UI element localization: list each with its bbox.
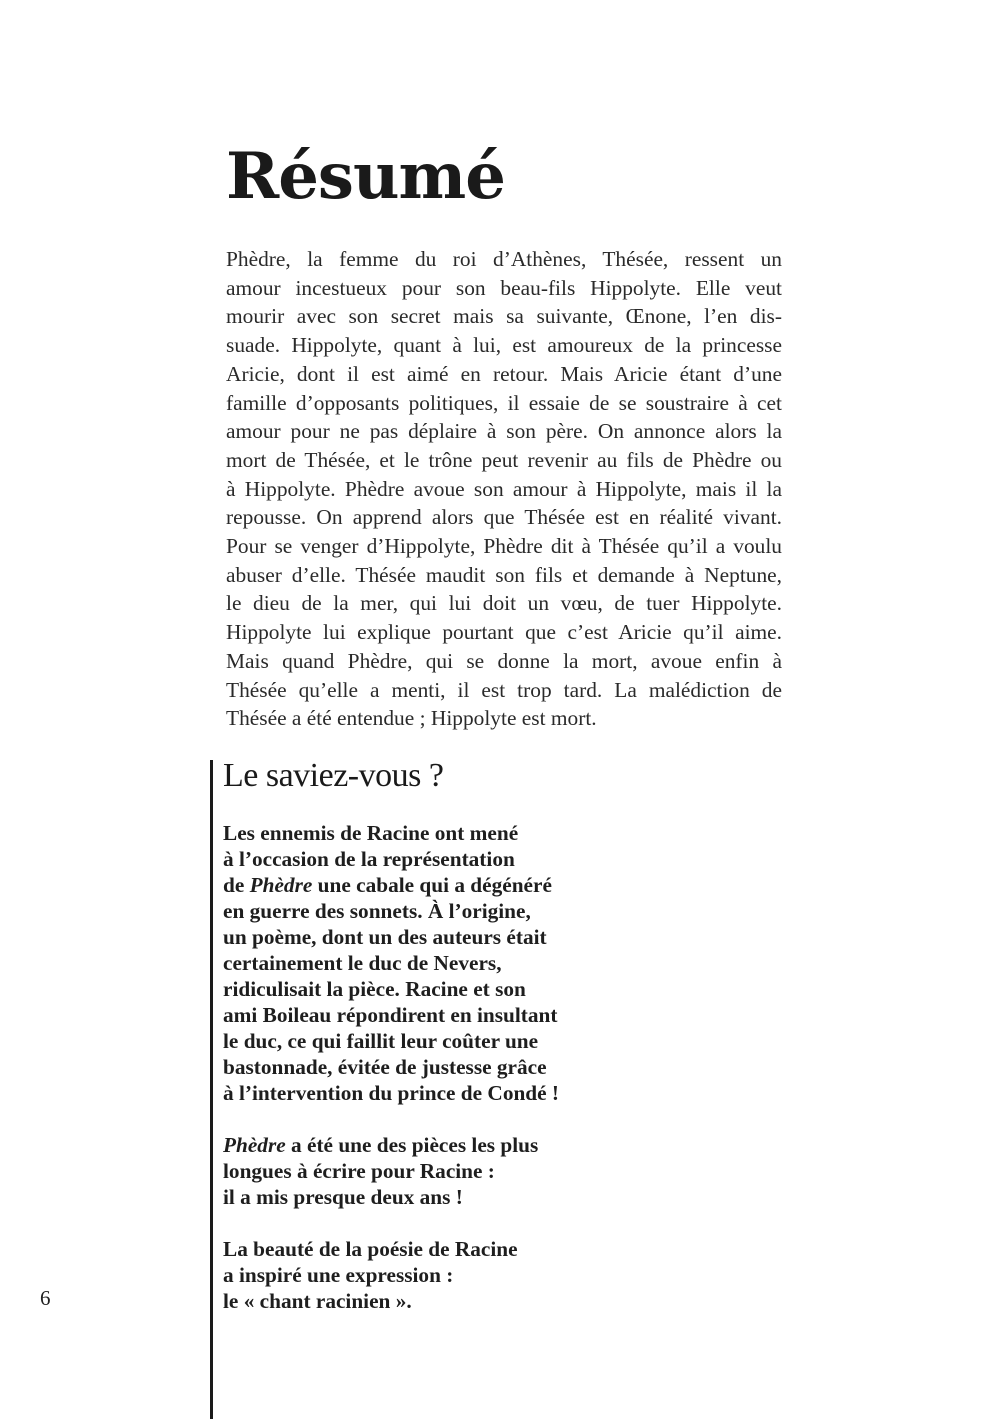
did-you-know-facts <box>223 820 643 1340</box>
did-you-know-title: Le saviez-vous ? <box>223 757 444 794</box>
fact-line: ami Boileau répondirent en insultant <box>223 1003 558 1027</box>
fact-line: à l’occasion de la représentation <box>223 847 515 871</box>
summary-line: famille d’opposants politiques, il essaie de se soustraire à cet <box>226 390 782 415</box>
fact-line: le duc, ce qui faillit leur coûter une <box>223 1029 539 1053</box>
fact-line: longues à écrire pour Racine : <box>223 1159 495 1183</box>
play-title-italic: Phèdre <box>223 1133 286 1157</box>
fact-line: il a mis presque deux ans ! <box>223 1185 463 1209</box>
summary-line: mort de Thésée, et le trône peut revenir au fils de Phèdre ou <box>226 447 782 472</box>
fact-paragraph <box>223 1236 643 1314</box>
summary-line: Phèdre, la femme du roi d’Athènes, Thésée, ressent un <box>226 247 782 271</box>
summary-line: mourir avec son secret mais sa suivante, Œnone, l’en dis- <box>226 304 782 329</box>
fact-paragraph <box>223 820 643 1106</box>
summary-line: Thésée qu’elle a menti, il est trop tard. La malédiction de <box>226 677 782 702</box>
fact-line: de Phèdre une cabale qui a dégénéré <box>223 873 552 897</box>
fact-line: en guerre des sonnets. À l’origine, <box>223 899 531 923</box>
fact-line: Phèdre a été une des pièces les plus <box>223 1133 539 1157</box>
fact-line: bastonnade, évitée de justesse grâce <box>223 1055 547 1079</box>
fact-line: ridiculisait la pièce. Racine et son <box>223 977 526 1001</box>
summary-line: abuser d’elle. Thésée maudit son fils et demande à Neptune, <box>226 562 782 587</box>
summary-line: Aricie, dont il est aimé en retour. Mais Aricie étant d’une <box>226 361 782 386</box>
fact-line: un poème, dont un des auteurs était <box>223 925 547 949</box>
fact-line: Les ennemis de Racine ont mené <box>223 821 519 845</box>
fact-line: certainement le duc de Nevers, <box>223 951 502 975</box>
fact-paragraph <box>223 1132 643 1210</box>
summary-paragraph <box>226 245 782 733</box>
summary-line: le dieu de la mer, qui lui doit un vœu, de tuer Hippolyte. <box>226 591 782 616</box>
fact-line: le « chant racinien ». <box>223 1289 412 1313</box>
summary-line: Hippolyte lui explique pourtant que c’est Aricie qu’il aime. <box>226 620 782 645</box>
page-title: Résumé <box>226 139 505 214</box>
summary-line: suade. Hippolyte, quant à lui, est amoureux de la princesse <box>226 333 782 358</box>
summary-line: amour incestueux pour son beau-fils Hippolyte. Elle veut <box>226 275 782 300</box>
summary-line: Pour se venger d’Hippolyte, Phèdre dit à Thésée qu’il a voulu <box>226 534 782 559</box>
summary-line: repousse. On apprend alors que Thésée est en réalité vivant. <box>226 505 782 530</box>
page-number: 6 <box>40 1286 51 1310</box>
fact-line: à l’intervention du prince de Condé ! <box>223 1081 560 1105</box>
summary-line: Thésée a été entendue ; Hippolyte est mort. <box>226 706 597 731</box>
fact-line: La beauté de la poésie de Racine <box>223 1237 518 1261</box>
summary-line: amour pour ne pas déplaire à son père. On annonce alors la <box>226 419 782 444</box>
play-title-italic: Phèdre <box>249 873 313 897</box>
summary-line: Mais quand Phèdre, qui se donne la mort, avoue enfin à <box>226 648 782 673</box>
fact-line: a inspiré une expression : <box>223 1263 454 1287</box>
summary-line: à Hippolyte. Phèdre avoue son amour à Hippolyte, mais il la <box>226 476 782 501</box>
sidebar-vertical-rule <box>210 760 213 1419</box>
